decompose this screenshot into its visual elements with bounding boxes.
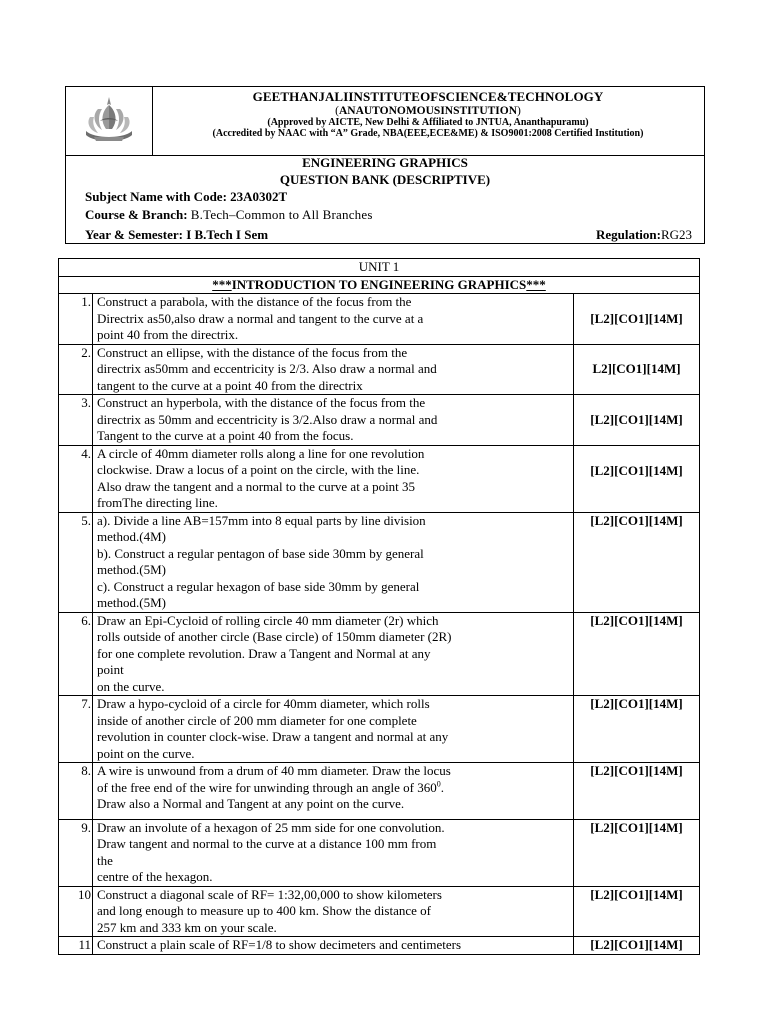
question-text <box>93 512 574 612</box>
question-number: 7. <box>59 696 93 763</box>
question-row <box>59 294 700 345</box>
question-line: Tangent to the curve at a point 40 from the focus. <box>97 428 354 443</box>
logo-cell <box>66 87 153 155</box>
question-marks: L2][CO1][14M] <box>574 344 700 395</box>
question-line: the <box>97 852 113 868</box>
regulation-line <box>596 227 692 243</box>
stars-left: *** <box>212 276 232 292</box>
question-text <box>93 294 574 345</box>
question-line: method.(5M) <box>97 595 166 610</box>
degree-superscript: 0 <box>436 779 441 789</box>
question-line: Draw a hypo-cycloid of a circle for 40mm diameter, which rolls <box>97 696 430 711</box>
question-line: Also draw the tangent and a normal to the curve at a point 35 <box>97 478 416 494</box>
question-line: inside of another circle of 200 mm diameter for one complete <box>97 712 417 728</box>
question-line: 257 km and 333 km on your scale. <box>97 919 277 935</box>
subject-label: Subject Name with Code: <box>85 189 227 204</box>
question-table <box>58 258 700 955</box>
question-number: 9. <box>59 819 93 886</box>
unit-row <box>59 259 700 277</box>
question-line: Construct a diagonal scale of RF= 1:32,00,000 to show kilometers <box>97 886 442 902</box>
question-line: method.(4M) <box>97 529 166 544</box>
course-label: Course & Branch: <box>85 207 188 222</box>
question-line: A wire is unwound from a drum of 40 mm diameter. Draw the locus <box>97 763 451 778</box>
question-line: A circle of 40mm diameter rolls along a line for one revolution <box>97 445 425 461</box>
question-line-part: of the free end of the wire for unwinding through an angle of 360 <box>97 779 437 795</box>
regulation-value: RG23 <box>660 227 692 242</box>
question-marks: [L2][CO1][14M] <box>574 819 700 886</box>
question-text <box>93 937 574 955</box>
year-label: Year & Semester: <box>85 227 183 242</box>
question-line: Draw an Epi-Cycloid of rolling circle 40 mm diameter (2r) which <box>97 612 439 628</box>
autonomous-text: ANAUTONOMOUSINSTITUTION <box>338 105 518 117</box>
question-line: Construct a plain scale of RF=1/8 to show decimeters and centimeters <box>97 937 462 952</box>
accreditation-line: (Accredited by NAAC with “A” Grade, NBA(EEE,ECE&ME) & ISO9001:2008 Certified Institution) <box>212 128 644 139</box>
question-number: 3. <box>59 395 93 446</box>
regulation-label: Regulation: <box>595 227 661 242</box>
unit-heading-text: INTRODUCTION TO ENGINEERING GRAPHICS <box>231 276 527 292</box>
question-line: Construct an hyperbola, with the distance of the focus from the <box>97 395 426 410</box>
question-row <box>59 937 700 955</box>
question-line: clockwise. Draw a locus of a point on the circle, with the line. <box>97 462 420 477</box>
question-row <box>59 886 700 937</box>
question-line: Directrix as50,also draw a normal and tangent to the curve at a <box>97 310 424 326</box>
question-line: revolution in counter clock-wise. Draw a tangent and normal at any <box>97 729 449 744</box>
question-line: point 40 from the directrix. <box>97 327 239 342</box>
question-text <box>93 886 574 937</box>
question-text <box>93 344 574 395</box>
course-line <box>85 207 373 223</box>
question-line: tangent to the curve at a point 40 from the directrix <box>97 377 363 393</box>
autonomous-line: (ANAUTONOMOUSINSTITUTION) <box>335 105 521 117</box>
stars-right: *** <box>526 276 546 292</box>
question-row <box>59 763 700 820</box>
question-marks: [L2][CO1][14M] <box>574 395 700 446</box>
question-marks: [L2][CO1][14M] <box>574 763 700 820</box>
question-line: directrix as 50mm and eccentricity is 3/2.Also draw a normal and <box>97 411 438 427</box>
question-text <box>93 696 574 763</box>
question-row <box>59 344 700 395</box>
question-row <box>59 445 700 512</box>
year-line <box>85 227 268 243</box>
question-line: directrix as50mm and eccentricity is 2/3. Also draw a normal and <box>97 361 437 376</box>
question-text <box>93 612 574 696</box>
question-marks: [L2][CO1][14M] <box>574 512 700 612</box>
question-row <box>59 512 700 612</box>
question-line: Draw tangent and normal to the curve at a distance 100 mm from <box>97 836 437 851</box>
question-line: Draw an involute of a hexagon of 25 mm side for one convolution. <box>97 819 445 835</box>
unit-heading <box>59 276 700 294</box>
question-line: rolls outside of another circle (Base circle) of 150mm diameter (2R) <box>97 629 452 644</box>
question-bank-title: QUESTION BANK (DESCRIPTIVE) <box>279 172 491 187</box>
question-line-part: . <box>440 779 444 795</box>
question-text <box>93 395 574 446</box>
question-text <box>93 445 574 512</box>
unit-label: UNIT 1 <box>59 259 700 277</box>
subject-line <box>85 189 287 205</box>
question-number: 6. <box>59 612 93 696</box>
question-marks: [L2][CO1][14M] <box>574 937 700 955</box>
question-line: method.(5M) <box>97 562 166 577</box>
question-number: 1. <box>59 294 93 345</box>
question-row <box>59 395 700 446</box>
question-line: point on the curve. <box>97 745 195 761</box>
question-number: 8. <box>59 763 93 820</box>
question-number: 4. <box>59 445 93 512</box>
question-line: a). Divide a line AB=157mm into 8 equal parts by line division <box>97 512 426 528</box>
question-row <box>59 819 700 886</box>
question-row <box>59 696 700 763</box>
institute-block <box>152 87 704 139</box>
question-marks: [L2][CO1][14M] <box>574 445 700 512</box>
question-number: 11 <box>59 937 93 955</box>
question-line: point <box>97 662 124 677</box>
question-number: 5. <box>59 512 93 612</box>
question-row <box>59 612 700 696</box>
question-line <box>97 780 569 797</box>
approval-line: (Approved by AICTE, New Delhi & Affiliated to JNTUA, Ananthapuramu) <box>267 117 589 128</box>
institute-name: GEETHANJALIINSTITUTEOFSCIENCE&TECHNOLOGY <box>252 89 604 104</box>
question-line: on the curve. <box>97 678 165 694</box>
unit-heading-row <box>59 276 700 294</box>
question-text <box>93 819 574 886</box>
year-value: I B.Tech I Sem <box>186 227 269 242</box>
subject-title: ENGINEERING GRAPHICS <box>302 155 468 170</box>
question-marks: [L2][CO1][14M] <box>574 886 700 937</box>
question-line: Construct an ellipse, with the distance of the focus from the <box>97 344 408 360</box>
question-marks: [L2][CO1][14M] <box>574 294 700 345</box>
question-number: 2. <box>59 344 93 395</box>
subject-code: 23A0302T <box>230 189 288 204</box>
document-header <box>65 86 705 244</box>
question-line: Draw also a Normal and Tangent at any point on the curve. <box>97 796 405 811</box>
question-line: c). Construct a regular hexagon of base side 30mm by general <box>97 578 420 594</box>
question-line: Construct a parabola, with the distance of the focus from the <box>97 294 412 309</box>
question-text <box>93 763 574 820</box>
institute-logo-icon <box>80 93 138 149</box>
question-line: for one complete revolution. Draw a Tangent and Normal at any <box>97 645 431 661</box>
question-marks: [L2][CO1][14M] <box>574 696 700 763</box>
question-marks: [L2][CO1][14M] <box>574 612 700 696</box>
question-number: 10 <box>59 886 93 937</box>
course-value: B.Tech–Common to All Branches <box>190 207 373 222</box>
question-line: b). Construct a regular pentagon of base side 30mm by general <box>97 545 424 561</box>
question-line: centre of the hexagon. <box>97 869 213 884</box>
question-line: and long enough to measure up to 400 km. Show the distance of <box>97 903 431 918</box>
question-line: fromThe directing line. <box>97 495 218 510</box>
